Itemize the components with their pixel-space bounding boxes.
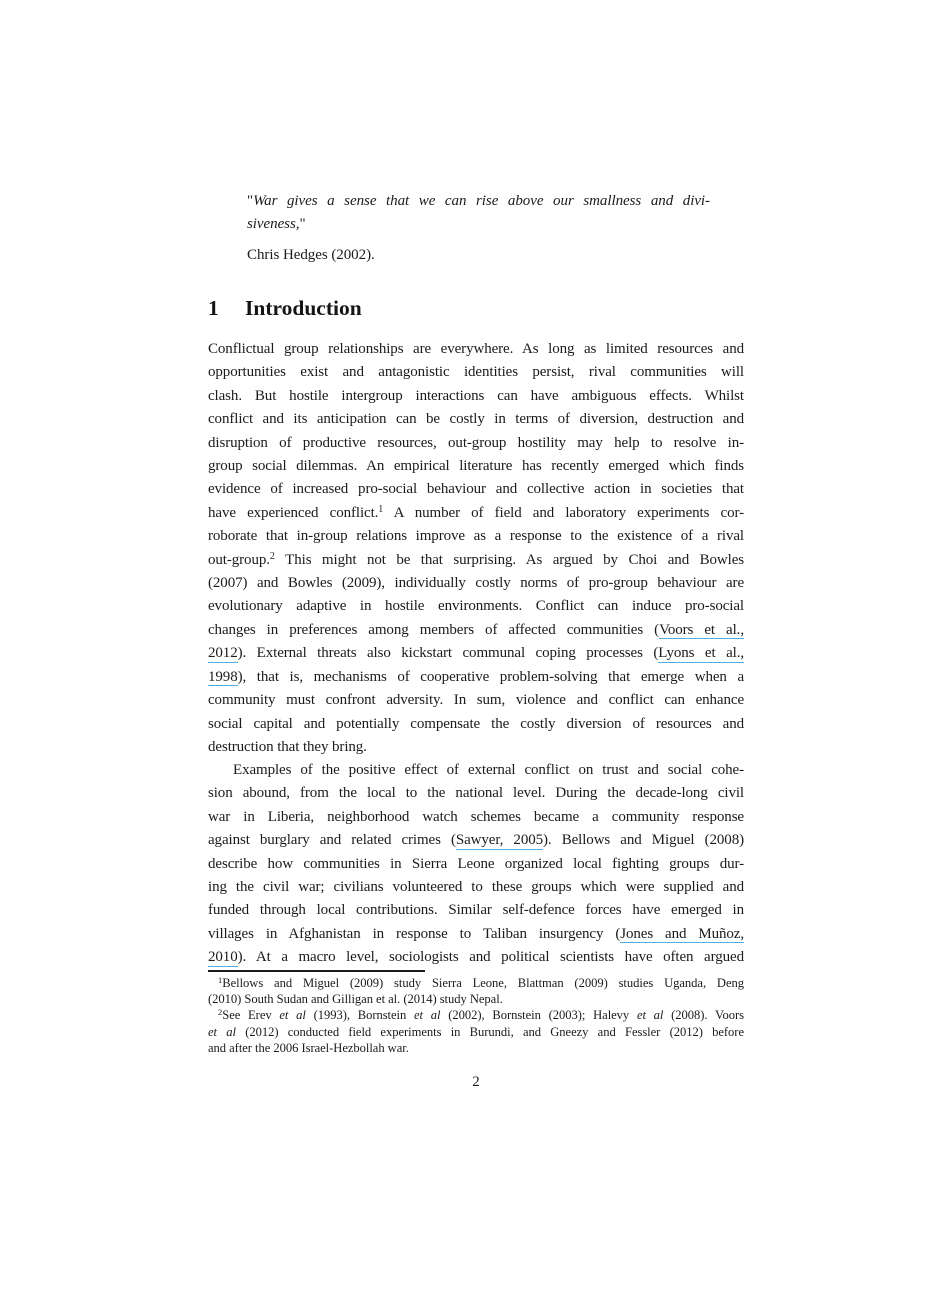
text-run: (2008). Voors	[663, 1008, 744, 1023]
text-line	[208, 806, 744, 829]
text-run: (2007) and Bowles (2009), individually costly norms of pro-group behaviour are	[208, 575, 744, 592]
text-run: evidence of increased pro-social behaviour and collective action in societies that	[208, 481, 744, 498]
text-line	[208, 991, 744, 1007]
text-run: ). External threats also kickstart communal coping processes (	[237, 645, 659, 662]
text-run: This might not be that surprising. As argued by Choi and Bowles	[274, 551, 744, 568]
footnote-rule	[208, 970, 425, 972]
text-line	[208, 736, 744, 759]
text-line	[208, 642, 744, 665]
footnote-ref: 1	[218, 975, 223, 985]
text-line	[208, 876, 744, 899]
text-line	[208, 1024, 744, 1040]
italic-text: et al	[414, 1008, 441, 1023]
quote-attribution: Chris Hedges (2002).	[247, 246, 375, 263]
epigraph-quote-lines	[247, 190, 710, 237]
text-line	[208, 946, 744, 969]
footnote-ref: 2	[218, 1007, 223, 1018]
text-run: funded through local contributions. Similar self-defence forces have emerged in	[208, 902, 744, 919]
text-run: "	[299, 216, 306, 233]
text-line	[208, 782, 744, 805]
section-title: Introduction	[245, 296, 362, 320]
text-run: war in Liberia, neighborhood watch schemes became a community response	[208, 808, 744, 825]
text-run: conflict and its anticipation can be costly in terms of diversion, destruction and	[208, 411, 744, 428]
text-line	[208, 408, 744, 431]
italic-text: et al	[636, 1008, 664, 1023]
citation-link[interactable]: 1998	[208, 668, 238, 685]
text-run: ). At a macro level, sociologists and political scientists have often argued	[237, 949, 744, 966]
text-line	[208, 853, 744, 876]
text-line	[208, 385, 744, 408]
text-run: (1993), Bornstein	[305, 1008, 414, 1023]
text-run: Bellows and Miguel (2009) study Sierra Leone, Blattman (2009) studies Uganda, Deng	[222, 976, 744, 990]
citation-link[interactable]: Sawyer, 2005	[455, 832, 544, 849]
text-run: group social dilemmas. An empirical literature has recently emerged which finds	[208, 458, 744, 475]
italic-text: War gives a sense that we can rise above our smallness and divi-	[253, 193, 710, 209]
text-line	[208, 713, 744, 736]
citation-link[interactable]: Voors et al.,	[659, 621, 744, 638]
text-run: roborate that in-group relations improve as a response to the existence of a rival	[208, 528, 744, 545]
text-line	[247, 213, 710, 236]
text-line	[247, 190, 710, 213]
text-run: (2002), Bornstein (2003); Halevy	[440, 1008, 637, 1023]
text-run: clash. But hostile intergroup interactions can have ambiguous effects. Whilst	[208, 387, 744, 404]
text-line	[208, 595, 744, 618]
text-run: social capital and potentially compensate the costly diversion of resources and	[208, 715, 744, 732]
text-run: ). Bellows and Miguel (2008)	[543, 832, 744, 849]
text-run: evolutionary adaptive in hostile environments. Conflict can induce pro-social	[208, 598, 744, 615]
footnote-2	[208, 1007, 744, 1056]
text-run: "	[247, 193, 254, 209]
text-line	[208, 759, 744, 782]
text-line	[208, 1040, 744, 1056]
text-run: have experienced conflict.	[208, 504, 379, 521]
text-run: (2010) South Sudan and Gilligan et al. (2014) study Nepal.	[208, 992, 503, 1007]
section-heading	[208, 295, 362, 321]
italic-text: siveness,	[247, 216, 300, 233]
text-line	[208, 478, 744, 501]
text-line	[208, 361, 744, 384]
footnote-ref: 2	[269, 550, 275, 562]
text-run: out-group.	[208, 551, 270, 568]
text-run: sion abound, from the local to the national level. During the decade-long civil	[208, 785, 744, 802]
footnote-1	[208, 975, 744, 1007]
text-run: changes in preferences among members of affected communities (	[208, 621, 660, 638]
text-line	[208, 689, 744, 712]
text-run: Examples of the positive effect of external conflict on trust and social cohe-	[233, 762, 744, 778]
text-line	[208, 666, 744, 689]
italic-text: et al	[208, 1024, 236, 1039]
text-run: describe how communities in Sierra Leone organized local fighting groups dur-	[208, 855, 744, 872]
citation-link[interactable]: Lyons et al.,	[658, 645, 744, 662]
text-run: ing the civil war; civilians volunteered to these groups which were supplied and	[208, 879, 744, 896]
text-line	[208, 549, 744, 572]
epigraph-quote	[247, 190, 710, 267]
text-line	[208, 899, 744, 922]
text-line	[208, 975, 744, 991]
text-run: destruction that they bring.	[208, 738, 367, 755]
footnote-ref: 1	[378, 503, 384, 515]
text-run: Conflictual group relationships are everywhere. As long as limited resources and	[208, 341, 744, 357]
text-run: disruption of productive resources, out-group hostility may help to resolve in-	[208, 434, 744, 451]
paragraph-2	[208, 759, 744, 970]
text-run: community must confront adversity. In sum, violence and conflict can enhance	[208, 692, 744, 709]
citation-link[interactable]: 2012	[208, 645, 238, 662]
text-run: against burglary and related crimes (	[208, 832, 456, 849]
text-line	[208, 572, 744, 595]
text-run: (2012) conducted field experiments in Burundi, and Gneezy and Fessler (2012) before	[235, 1024, 744, 1039]
text-run: opportunities exist and antagonistic identities persist, rival communities will	[208, 364, 744, 381]
text-line	[208, 455, 744, 478]
text-run: and after the 2006 Israel-Hezbollah war.	[208, 1040, 409, 1055]
text-line	[208, 923, 744, 946]
text-run: A number of field and laboratory experiments cor-	[383, 504, 744, 521]
text-line	[208, 338, 744, 361]
page-number: 2	[472, 1074, 480, 1090]
paragraph-1	[208, 338, 744, 759]
footnotes	[208, 975, 744, 1056]
text-line	[208, 502, 744, 525]
section-number: 1	[208, 296, 219, 320]
text-line	[208, 829, 744, 852]
text-line	[208, 432, 744, 455]
text-run: See Erev	[222, 1008, 280, 1023]
italic-text: et al	[279, 1008, 306, 1023]
text-run: ), that is, mechanisms of cooperative problem-solving that emerge when a	[237, 668, 744, 685]
text-line	[208, 619, 744, 642]
text-line	[208, 525, 744, 548]
text-run: villages in Afghanistan in response to Taliban insurgency (	[208, 925, 621, 942]
citation-link[interactable]: Jones and Muñoz,	[620, 925, 745, 942]
citation-link[interactable]: 2010	[208, 949, 238, 966]
text-line	[208, 1007, 744, 1023]
